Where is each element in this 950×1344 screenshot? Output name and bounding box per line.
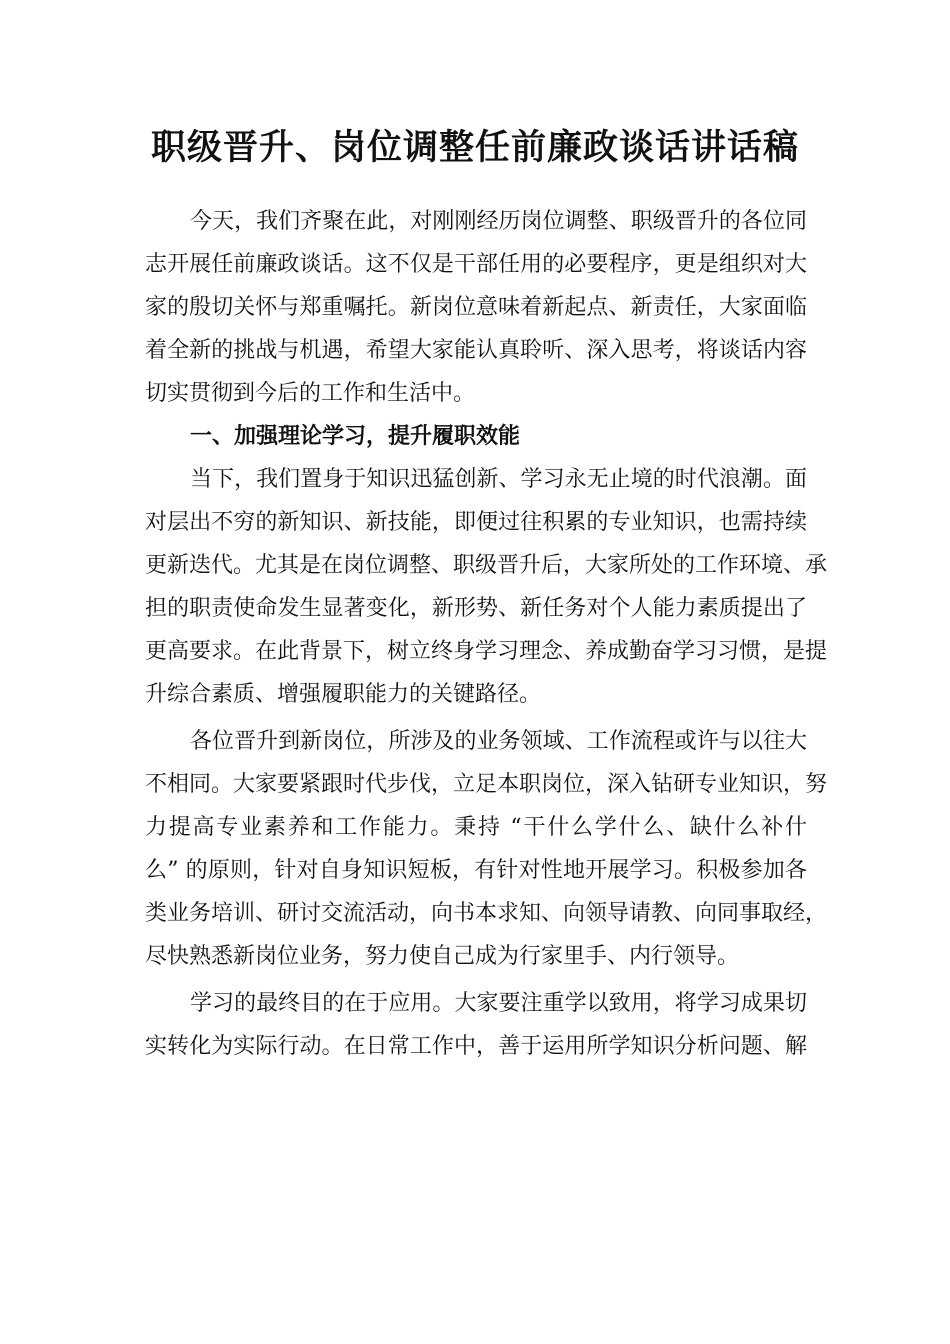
text-line: 类业务培训、研讨交流活动，向书本求知、向领导请教、向同事取经， [145, 901, 828, 926]
paragraph-learning-era [145, 458, 828, 716]
text-line: 志开展任前廉政谈话。这不仅是干部任用的必要程序，更是组织对大 [145, 252, 807, 277]
paragraph-new-post [145, 720, 828, 978]
text-line: 实转化为实际行动。在日常工作中，善于运用所学知识分析问题、解 [145, 1034, 807, 1059]
paragraph-intro [145, 200, 807, 415]
text-line: 对层出不穷的新知识、新技能，即便过往积累的专业知识，也需持续 [145, 510, 807, 535]
section-heading [145, 415, 807, 458]
text-line: 更新迭代。尤其是在岗位调整、职级晋升后，大家所处的工作环境、承 [145, 553, 828, 578]
text-line: 力提高专业素养和工作能力。秉持 “干什么学什么、缺什么补什 [145, 815, 807, 840]
text-line: 着全新的挑战与机遇，希望大家能认真聆听、深入思考，将谈话内容 [145, 338, 807, 363]
text-line: 升综合素质、增强履职能力的关键路径。 [145, 682, 542, 707]
text-line: 切实贯彻到今后的工作和生活中。 [145, 381, 476, 406]
document-body [145, 200, 828, 1068]
text-line: 更高要求。在此背景下，树立终身学习理念、养成勤奋学习习惯，是提 [145, 639, 828, 664]
text-line: 今天，我们齐聚在此，对刚刚经历岗位调整、职级晋升的各位同 [190, 209, 807, 234]
heading-text: 一、加强理论学习，提升履职效能 [190, 423, 521, 449]
text-line: 家的殷切关怀与郑重嘱托。新岗位意味着新起点、新责任，大家面临 [145, 295, 807, 320]
text-line: 么” 的原则，针对自身知识短板，有针对性地开展学习。积极参加各 [145, 858, 807, 883]
paragraph-apply-learning [145, 982, 807, 1068]
text-line: 尽快熟悉新岗位业务，努力使自己成为行家里手、内行领导。 [145, 944, 740, 969]
document-title: 职级晋升、岗位调整任前廉政谈话讲话稿 [150, 127, 799, 168]
text-line: 不相同。大家要紧跟时代步伐，立足本职岗位，深入钻研专业知识，努 [145, 772, 828, 797]
text-line: 当下，我们置身于知识迅猛创新、学习永无止境的时代浪潮。面 [190, 467, 807, 492]
text-line: 担的职责使命发生显著变化，新形势、新任务对个人能力素质提出了 [145, 596, 807, 621]
text-line: 各位晋升到新岗位，所涉及的业务领域、工作流程或许与以往大 [190, 729, 807, 754]
text-line: 学习的最终目的在于应用。大家要注重学以致用，将学习成果切 [190, 991, 807, 1016]
